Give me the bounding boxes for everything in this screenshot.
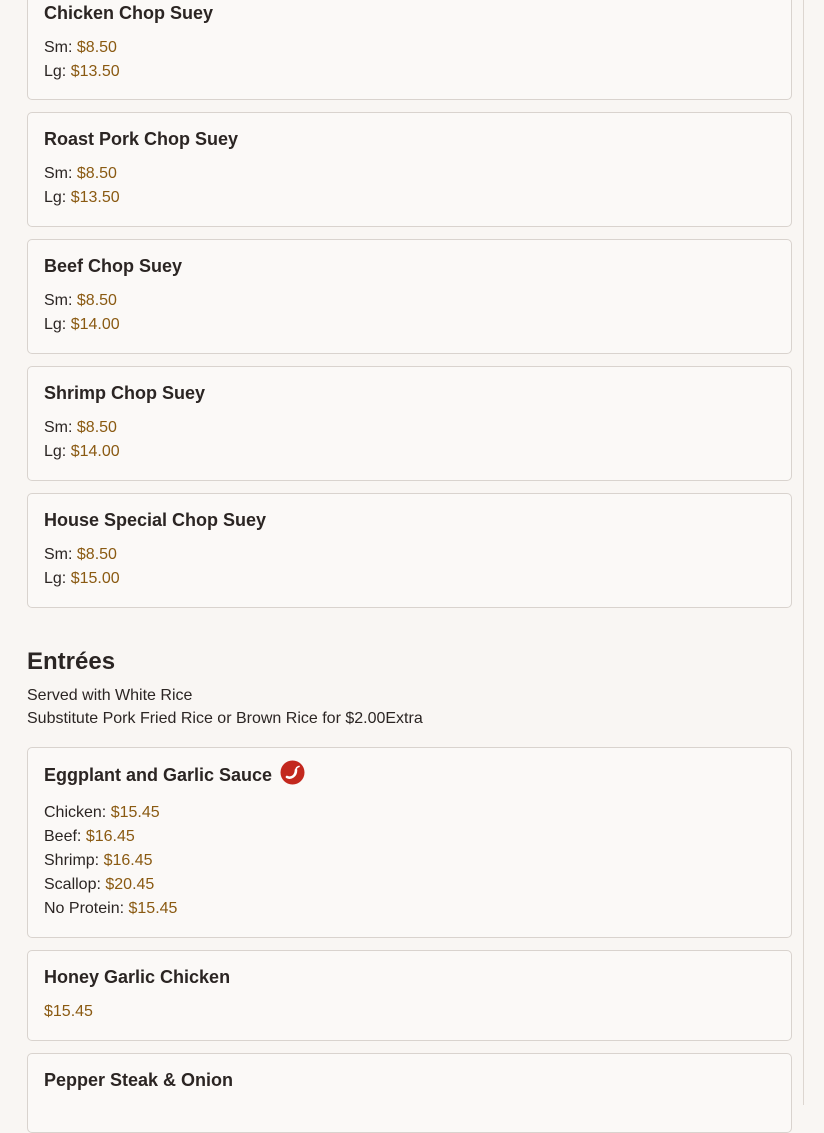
price-value: $15.00 [70, 570, 120, 587]
price-value: $15.45 [128, 900, 178, 917]
price-value: $20.45 [105, 876, 155, 893]
price-value: $8.50 [76, 419, 117, 436]
price-line [44, 825, 135, 849]
price-line [44, 897, 177, 921]
menu-item-title-row [44, 762, 305, 787]
chili-pepper-icon [280, 760, 305, 785]
protein-label: No Protein: [44, 900, 125, 917]
menu-item-name: Roast Pork Chop Suey [44, 129, 239, 149]
menu-item-name: Honey Garlic Chicken [44, 967, 231, 987]
price-value: $16.45 [103, 852, 153, 869]
section-note: Substitute Pork Fried Rice or Brown Rice for $2.00Extra [27, 710, 423, 727]
price-value: $15.45 [44, 1003, 93, 1020]
price-line [44, 873, 154, 897]
menu-item-card[interactable] [27, 0, 792, 100]
size-label: Sm: [44, 39, 73, 56]
price-line [44, 801, 160, 825]
price-line-large [44, 440, 120, 464]
menu-item-card[interactable] [27, 950, 792, 1041]
price-value: $14.00 [70, 443, 120, 460]
price-value: $8.50 [76, 39, 117, 56]
protein-label: Chicken: [44, 804, 107, 821]
price-value: $15.45 [110, 804, 160, 821]
menu-item-name: Eggplant and Garlic Sauce [44, 764, 273, 785]
menu-item-card[interactable] [27, 366, 792, 481]
menu-item-card[interactable] [27, 1053, 792, 1133]
menu-item-name: Beef Chop Suey [44, 256, 183, 276]
size-label: Lg: [44, 316, 67, 333]
section-note: Served with White Rice [27, 687, 193, 704]
price-line-small [44, 162, 117, 186]
price-value: $8.50 [76, 292, 117, 309]
price-value: $16.45 [85, 828, 135, 845]
price-value: $13.50 [70, 189, 120, 206]
price-value: $13.50 [70, 63, 120, 80]
size-label: Lg: [44, 63, 67, 80]
menu-item-card[interactable] [27, 493, 792, 608]
protein-label: Scallop: [44, 876, 101, 893]
menu-item-card[interactable] [27, 112, 792, 227]
size-label: Sm: [44, 546, 73, 563]
price-value: $14.00 [70, 316, 120, 333]
size-label: Sm: [44, 419, 73, 436]
price-line-small [44, 416, 117, 440]
menu-item-name: Pepper Steak & Onion [44, 1070, 234, 1090]
menu-item-card[interactable] [27, 239, 792, 354]
menu-item-name: House Special Chop Suey [44, 510, 267, 530]
protein-label: Shrimp: [44, 852, 100, 869]
size-label: Sm: [44, 165, 73, 182]
menu-item-card[interactable] [27, 747, 792, 938]
price-line [44, 1000, 93, 1024]
price-line-large [44, 186, 120, 210]
page-scrollbar-track [803, 0, 804, 1105]
size-label: Lg: [44, 443, 67, 460]
price-line-large [44, 567, 120, 591]
price-line [44, 849, 153, 873]
size-label: Lg: [44, 570, 67, 587]
price-line-small [44, 289, 117, 313]
size-label: Lg: [44, 189, 67, 206]
size-label: Sm: [44, 292, 73, 309]
price-value: $8.50 [76, 165, 117, 182]
section-heading-entrees: Entrées [27, 648, 116, 675]
menu-item-name: Chicken Chop Suey [44, 3, 214, 23]
protein-label: Beef: [44, 828, 82, 845]
price-line-small [44, 543, 117, 567]
price-line-large [44, 313, 120, 337]
price-line-small [44, 36, 117, 60]
price-value: $8.50 [76, 546, 117, 563]
menu-item-name: Shrimp Chop Suey [44, 383, 206, 403]
price-line-large [44, 60, 120, 84]
